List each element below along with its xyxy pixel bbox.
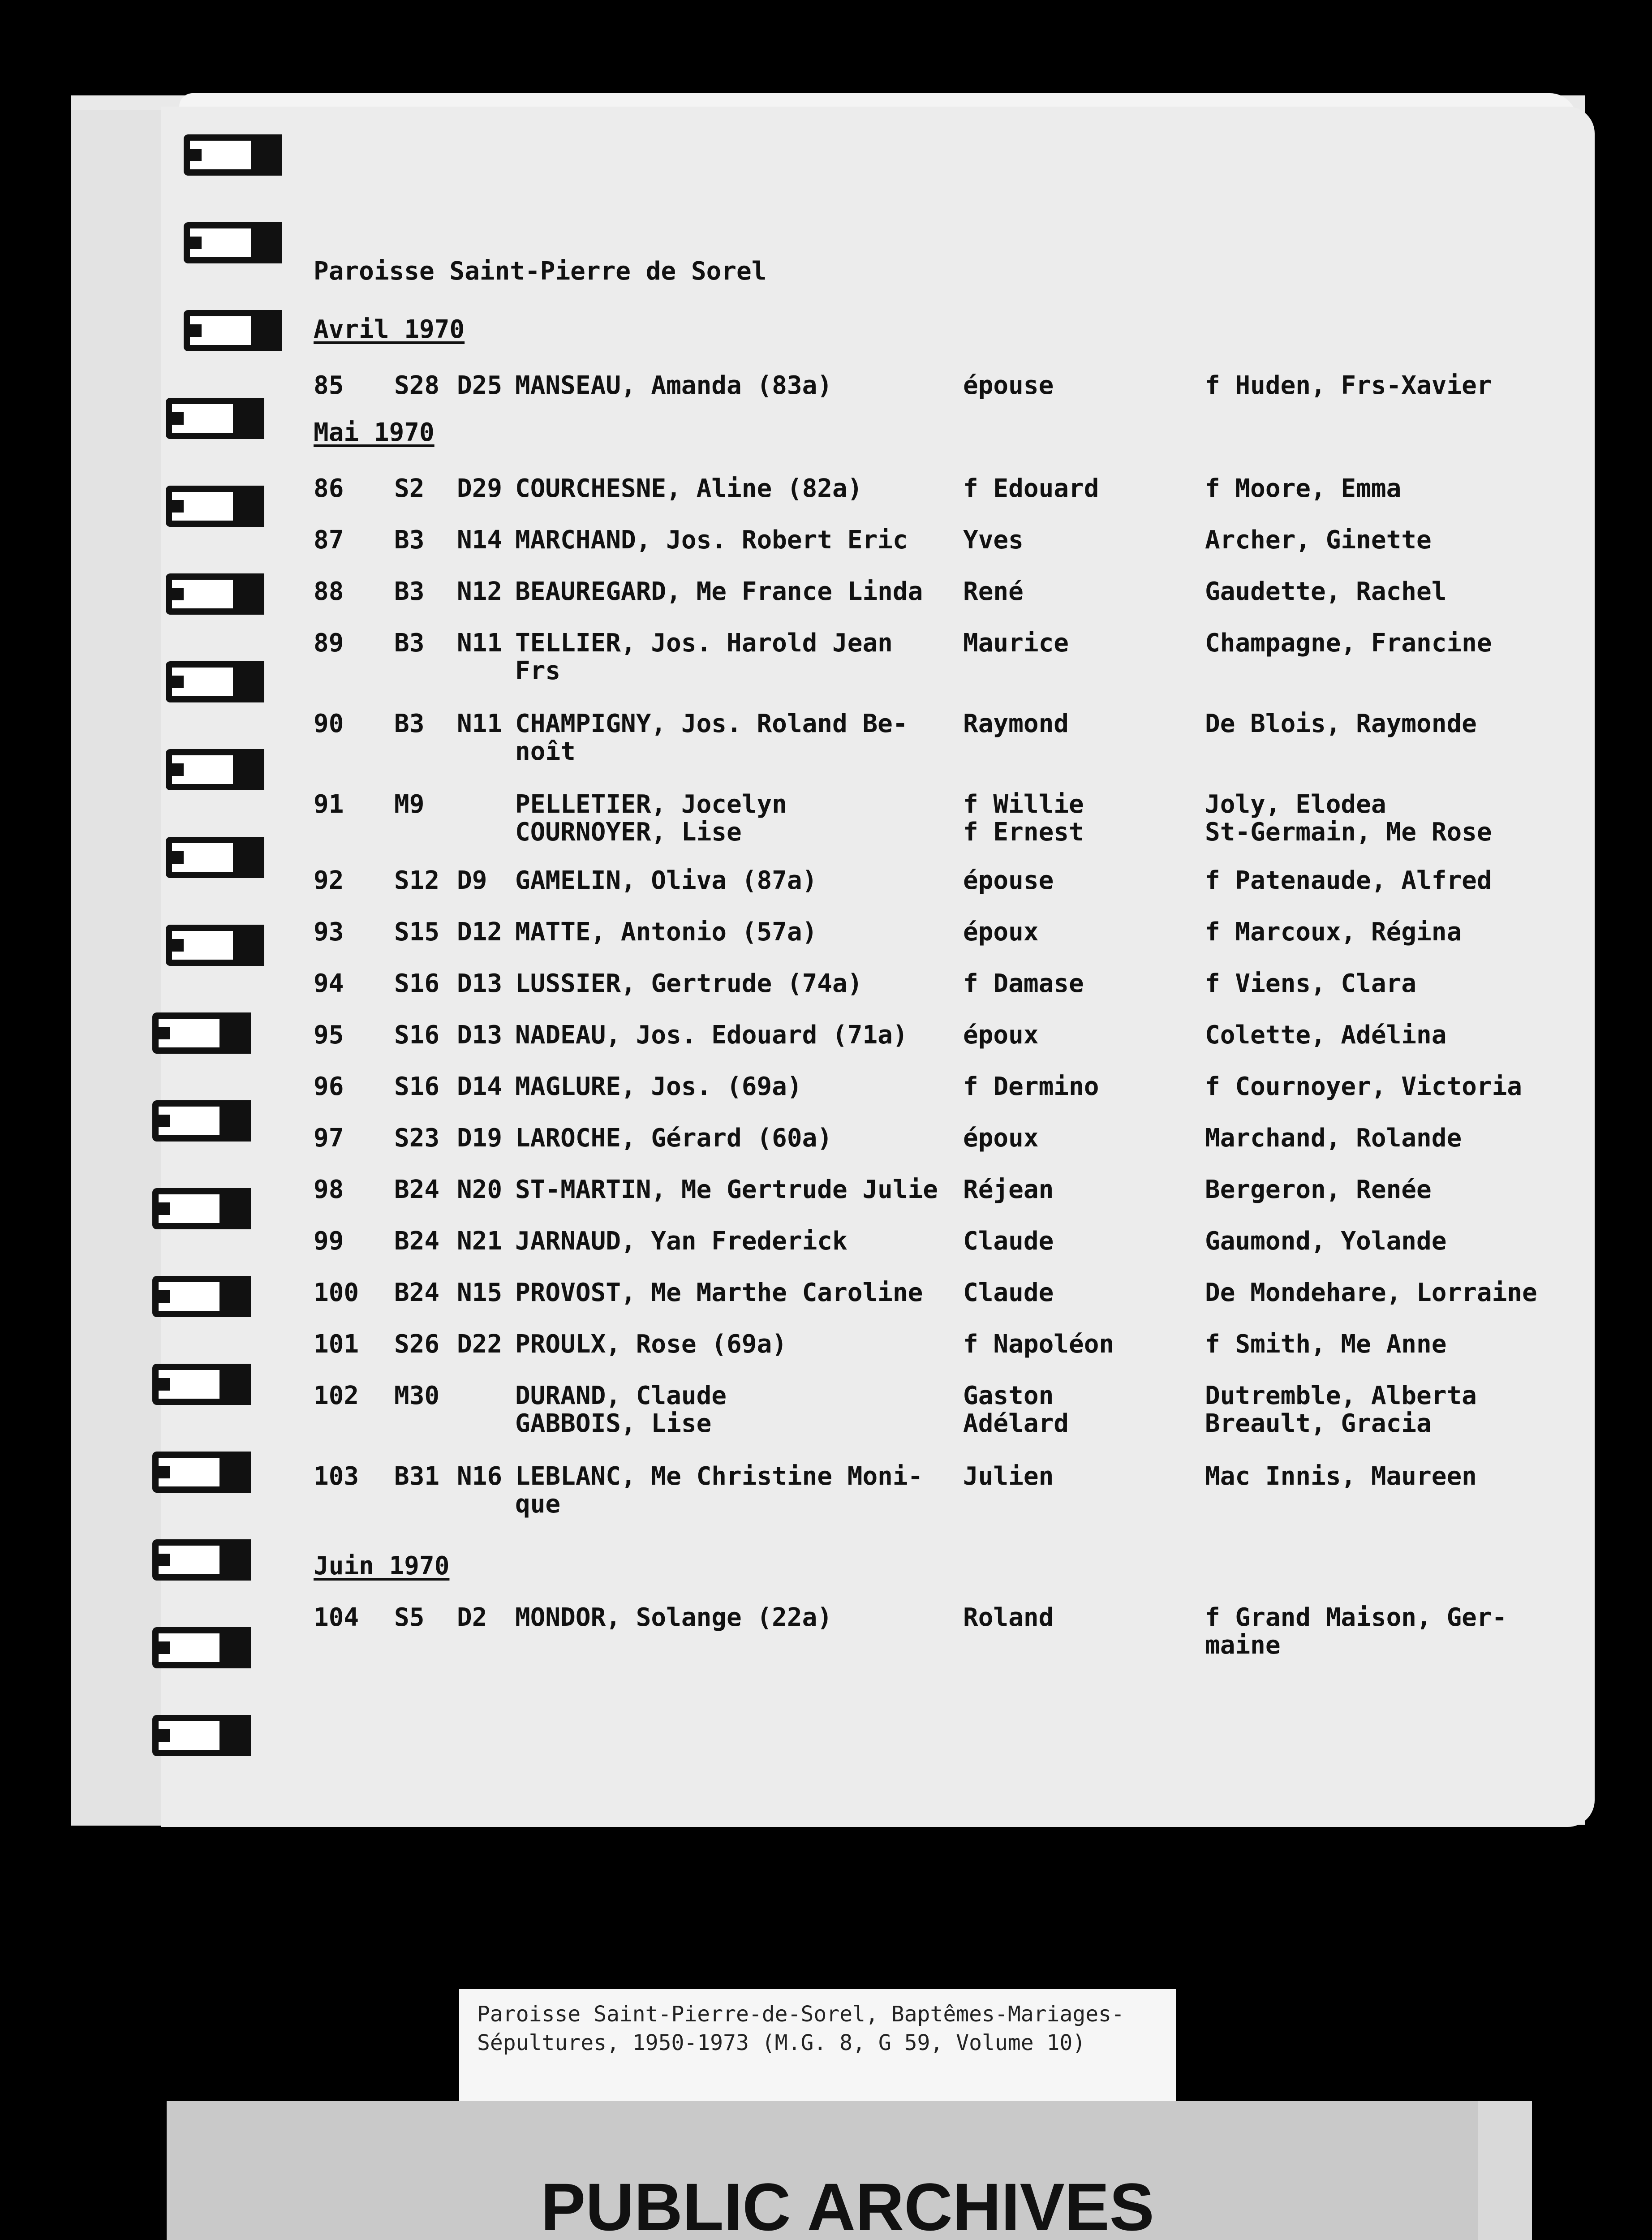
binding-ring-tab: [233, 837, 264, 878]
binding-ring-tab: [233, 749, 264, 790]
binding-ring: [166, 837, 264, 878]
binding-ring: [166, 661, 264, 702]
entry-name: LAROCHE, Gérard (60a): [515, 1124, 833, 1153]
reference-line-2: Sépultures, 1950-1973 (M.G. 8, G 59, Volume 10): [477, 2030, 1086, 2055]
binding-ring-notch: [166, 676, 184, 688]
entry-mother: Joly, Elodea: [1205, 790, 1386, 819]
entry-no: 91: [314, 790, 344, 819]
entry-father: f Dermino: [963, 1072, 1099, 1101]
entry-mother: Marchand, Rolande: [1205, 1124, 1462, 1153]
entry-c1: S23: [394, 1124, 440, 1153]
entry-c2: N20: [457, 1175, 503, 1204]
archives-banner-edge: [1478, 2101, 1532, 2240]
entry-mother2: Breault, Gracia: [1205, 1409, 1432, 1438]
entry-mother: f Grand Maison, Ger-: [1205, 1603, 1507, 1632]
binding-ring-tab: [219, 1627, 251, 1668]
binding-ring: [152, 1715, 251, 1756]
binding-ring-tab: [219, 1539, 251, 1581]
binding-ring-notch: [152, 1202, 170, 1215]
binding-ring-notch: [166, 851, 184, 864]
entry-c1: S16: [394, 1072, 440, 1101]
entry-mother: Gaumond, Yolande: [1205, 1227, 1447, 1256]
entry-c1: B31: [394, 1462, 440, 1491]
month-heading: Juin 1970: [314, 1551, 450, 1581]
binding-ring-tab: [219, 1452, 251, 1493]
entry-no: 98: [314, 1175, 344, 1204]
entry-c1: S16: [394, 969, 440, 998]
reference-line-1: Paroisse Saint-Pierre-de-Sorel, Baptêmes-Mariages-: [477, 2002, 1124, 2027]
entry-no: 88: [314, 577, 344, 606]
entry-c2: N11: [457, 709, 503, 738]
binding-ring-tab: [219, 1012, 251, 1054]
binding-ring: [166, 925, 264, 966]
entry-mother: f Patenaude, Alfred: [1205, 866, 1492, 895]
entry-mother: Dutremble, Alberta: [1205, 1381, 1477, 1410]
archives-title-en: PUBLIC ARCHIVES: [541, 2169, 1154, 2240]
entry-c2: D2: [457, 1603, 487, 1632]
entry-c1: B3: [394, 577, 425, 606]
entry-c1: B3: [394, 709, 425, 738]
entry-name: BEAUREGARD, Me France Linda: [515, 577, 923, 606]
entry-mother: f Moore, Emma: [1205, 474, 1402, 503]
binding-ring-notch: [152, 1729, 170, 1742]
entry-mother: Archer, Ginette: [1205, 526, 1432, 555]
entry-no: 86: [314, 474, 344, 503]
entry-c2: D12: [457, 918, 503, 947]
binding-ring: [152, 1364, 251, 1405]
entry-mother: f Marcoux, Régina: [1205, 918, 1462, 947]
entry-c2: D19: [457, 1124, 503, 1153]
entry-father: Julien: [963, 1462, 1054, 1491]
entry-name: MANSEAU, Amanda (83a): [515, 371, 833, 400]
entry-no: 94: [314, 969, 344, 998]
binding-ring: [166, 486, 264, 527]
entry-father: Claude: [963, 1227, 1054, 1256]
binding-ring-tab: [219, 1100, 251, 1142]
entry-name: PELLETIER, Jocelyn: [515, 790, 787, 819]
entry-name: TELLIER, Jos. Harold Jean: [515, 629, 893, 658]
entry-no: 93: [314, 918, 344, 947]
binding-ring-tab: [219, 1715, 251, 1756]
entry-father: époux: [963, 1124, 1039, 1153]
entry-c1: S5: [394, 1603, 425, 1632]
entry-mother2: St-Germain, Me Rose: [1205, 818, 1492, 847]
entry-name: PROVOST, Me Marthe Caroline: [515, 1278, 923, 1307]
month-heading: Avril 1970: [314, 315, 465, 344]
entry-father: f Napoléon: [963, 1330, 1114, 1359]
entry-mother: De Blois, Raymonde: [1205, 709, 1477, 738]
entry-no: 85: [314, 371, 344, 400]
entry-name2: COURNOYER, Lise: [515, 818, 742, 847]
entry-name: MATTE, Antonio (57a): [515, 918, 817, 947]
binding-ring-notch: [166, 763, 184, 776]
binding-ring-tab: [251, 134, 282, 176]
entry-father: Roland: [963, 1603, 1054, 1632]
entry-father: Maurice: [963, 629, 1069, 658]
entry-name: NADEAU, Jos. Edouard (71a): [515, 1021, 908, 1050]
entry-name: ST-MARTIN, Me Gertrude Julie: [515, 1175, 938, 1204]
entry-c1: S12: [394, 866, 440, 895]
entry-no: 101: [314, 1330, 359, 1359]
entry-name: DURAND, Claude: [515, 1381, 727, 1410]
entry-c2: D9: [457, 866, 487, 895]
binding-ring: [166, 398, 264, 439]
entry-no: 97: [314, 1124, 344, 1153]
entry-no: 89: [314, 629, 344, 658]
binding-ring-tab: [251, 222, 282, 263]
entry-father: f Edouard: [963, 474, 1099, 503]
archives-banner: [167, 2101, 1528, 2240]
entry-name: GAMELIN, Oliva (87a): [515, 866, 817, 895]
binding-ring: [184, 310, 282, 351]
binding-ring-notch: [166, 588, 184, 600]
entry-c1: S2: [394, 474, 425, 503]
binding-ring-notch: [152, 1290, 170, 1303]
entry-name: MARCHAND, Jos. Robert Eric: [515, 526, 908, 555]
binding-ring: [166, 573, 264, 615]
entry-mother: Champagne, Francine: [1205, 629, 1492, 658]
entry-father: épouse: [963, 866, 1054, 895]
binding-ring-notch: [184, 237, 202, 249]
entry-c2: N16: [457, 1462, 503, 1491]
binding-ring-notch: [152, 1027, 170, 1039]
entry-name: PROULX, Rose (69a): [515, 1330, 787, 1359]
entry-no: 87: [314, 526, 344, 555]
entry-c2: N12: [457, 577, 503, 606]
entry-name2: noît: [515, 737, 576, 766]
entry-c1: B24: [394, 1227, 440, 1256]
entry-c1: S26: [394, 1330, 440, 1359]
entry-c1: M9: [394, 790, 425, 819]
entry-father: f Willie: [963, 790, 1084, 819]
entry-name: COURCHESNE, Aline (82a): [515, 474, 863, 503]
binding-ring-tab: [233, 925, 264, 966]
binding-ring-tab: [233, 661, 264, 702]
entry-no: 95: [314, 1021, 344, 1050]
entry-no: 99: [314, 1227, 344, 1256]
entry-father: Raymond: [963, 709, 1069, 738]
entry-no: 90: [314, 709, 344, 738]
entry-c2: N15: [457, 1278, 503, 1307]
entry-father2: f Ernest: [963, 818, 1084, 847]
entry-c1: B3: [394, 526, 425, 555]
entry-mother: Colette, Adélina: [1205, 1021, 1447, 1050]
entry-c2: D14: [457, 1072, 503, 1101]
binding-ring-tab: [233, 573, 264, 615]
month-heading: Mai 1970: [314, 418, 435, 447]
entry-c1: M30: [394, 1381, 440, 1410]
entry-c1: B3: [394, 629, 425, 658]
entry-name2: Frs: [515, 656, 561, 685]
entry-father: époux: [963, 918, 1039, 947]
entry-mother: f Cournoyer, Victoria: [1205, 1072, 1523, 1101]
archive-reference-label: [459, 1989, 1176, 2104]
binding-ring-notch: [166, 939, 184, 952]
entry-c1: S16: [394, 1021, 440, 1050]
entry-no: 103: [314, 1462, 359, 1491]
binding-ring-notch: [166, 412, 184, 425]
entry-c2: N21: [457, 1227, 503, 1256]
entry-name: LEBLANC, Me Christine Moni-: [515, 1462, 923, 1491]
entry-mother: f Huden, Frs-Xavier: [1205, 371, 1492, 400]
binding-ring: [152, 1276, 251, 1317]
entry-c1: S28: [394, 371, 440, 400]
binding-ring-tab: [233, 486, 264, 527]
entry-father2: Adélard: [963, 1409, 1069, 1438]
entry-mother: f Viens, Clara: [1205, 969, 1417, 998]
binding-ring-tab: [251, 310, 282, 351]
binding-ring: [152, 1012, 251, 1054]
binding-ring: [152, 1188, 251, 1229]
entry-mother: De Mondehare, Lorraine: [1205, 1278, 1537, 1307]
binding-ring-notch: [152, 1466, 170, 1478]
binding-ring: [152, 1452, 251, 1493]
entry-c2: D29: [457, 474, 503, 503]
entry-c2: D22: [457, 1330, 503, 1359]
binding-ring-notch: [166, 500, 184, 513]
parish-title: Paroisse Saint-Pierre de Sorel: [314, 257, 767, 286]
binding-ring: [166, 749, 264, 790]
binding-ring: [152, 1100, 251, 1142]
entry-father: f Damase: [963, 969, 1084, 998]
binding-ring-tab: [219, 1364, 251, 1405]
entry-c2: D25: [457, 371, 503, 400]
entry-c1: B24: [394, 1278, 440, 1307]
entry-mother: Mac Innis, Maureen: [1205, 1462, 1477, 1491]
spiral-binding: [134, 134, 278, 1792]
entry-no: 104: [314, 1603, 359, 1632]
entry-mother: f Smith, Me Anne: [1205, 1330, 1447, 1359]
entry-mother2: maine: [1205, 1631, 1281, 1660]
entry-c1: B24: [394, 1175, 440, 1204]
entry-father: épouse: [963, 371, 1054, 400]
entry-c2: D13: [457, 969, 503, 998]
binding-ring-tab: [233, 398, 264, 439]
entry-name: MONDOR, Solange (22a): [515, 1603, 833, 1632]
entry-father: Gaston: [963, 1381, 1054, 1410]
binding-ring-notch: [152, 1554, 170, 1566]
entry-no: 92: [314, 866, 344, 895]
binding-ring: [152, 1539, 251, 1581]
entry-name: MAGLURE, Jos. (69a): [515, 1072, 802, 1101]
entry-c2: N14: [457, 526, 503, 555]
entry-name: CHAMPIGNY, Jos. Roland Be-: [515, 709, 908, 738]
binding-ring-notch: [152, 1641, 170, 1654]
entry-name2: GABBOIS, Lise: [515, 1409, 712, 1438]
entry-name2: que: [515, 1490, 561, 1519]
binding-ring-notch: [152, 1115, 170, 1127]
entry-c2: N11: [457, 629, 503, 658]
entry-father: Yves: [963, 526, 1024, 555]
binding-ring-tab: [219, 1276, 251, 1317]
entry-c2: D13: [457, 1021, 503, 1050]
entry-father: René: [963, 577, 1024, 606]
entry-no: 100: [314, 1278, 359, 1307]
entry-father: Réjean: [963, 1175, 1054, 1204]
entry-name: JARNAUD, Yan Frederick: [515, 1227, 848, 1256]
binding-ring: [152, 1627, 251, 1668]
binding-ring-tab: [219, 1188, 251, 1229]
binding-ring: [184, 134, 282, 176]
binding-ring: [184, 222, 282, 263]
entry-name: LUSSIER, Gertrude (74a): [515, 969, 863, 998]
entry-father: époux: [963, 1021, 1039, 1050]
entry-father: Claude: [963, 1278, 1054, 1307]
binding-ring-notch: [152, 1378, 170, 1391]
entry-no: 102: [314, 1381, 359, 1410]
entry-no: 96: [314, 1072, 344, 1101]
entry-mother: Gaudette, Rachel: [1205, 577, 1447, 606]
binding-ring-notch: [184, 149, 202, 161]
binding-ring-notch: [184, 324, 202, 337]
entry-mother: Bergeron, Renée: [1205, 1175, 1432, 1204]
entry-c1: S15: [394, 918, 440, 947]
